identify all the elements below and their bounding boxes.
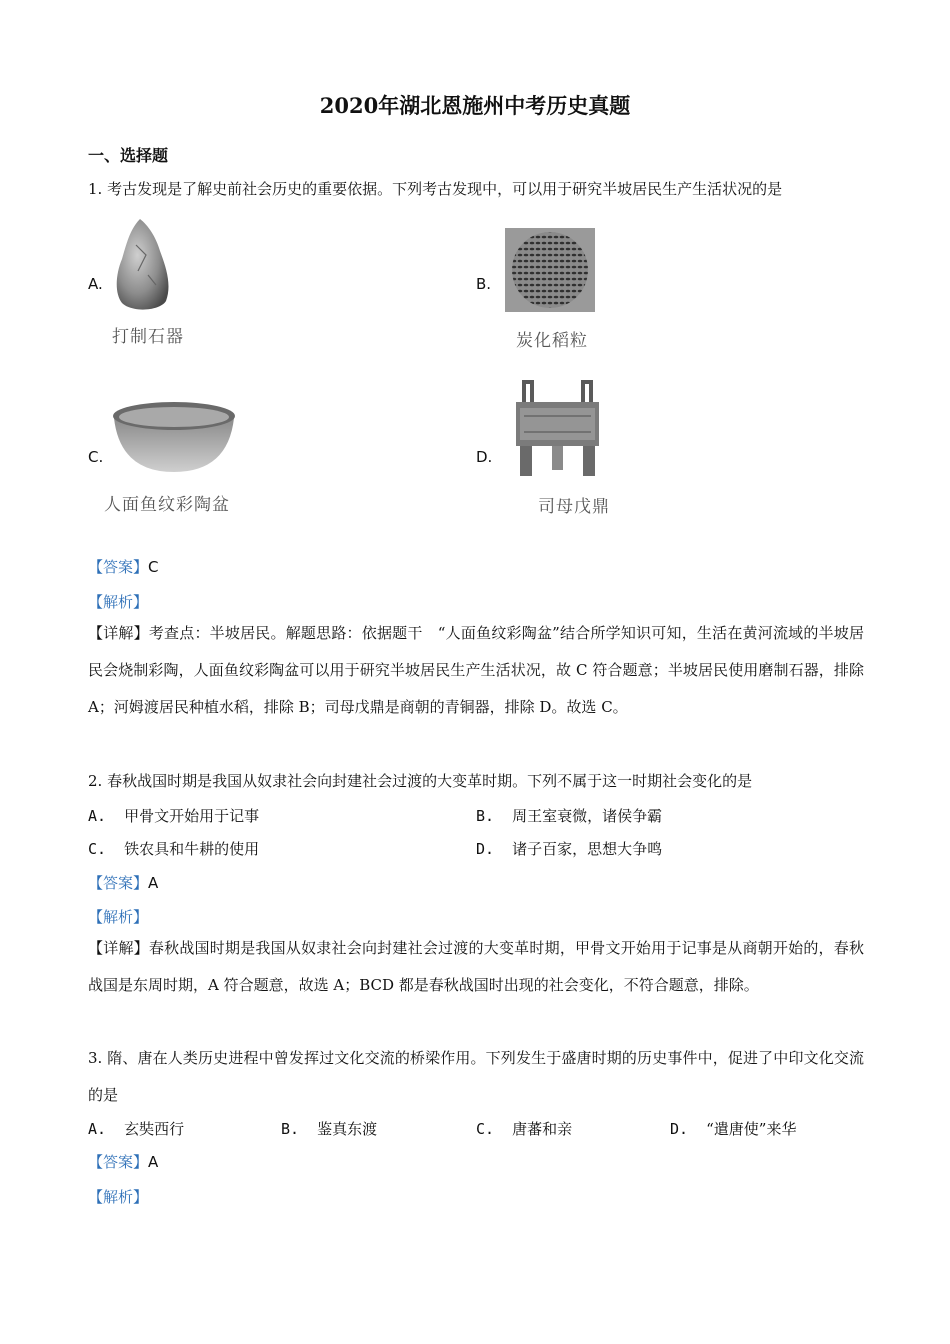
question-2-stem: 2. 春秋战国时期是我国从奴隶社会向封建社会过渡的大变革时期。下列不属于这一时期社会变化的是 (88, 772, 753, 790)
section-heading: 一、选择题 (88, 146, 169, 165)
q3-option-a (88, 1118, 184, 1139)
q2-option-d-text: 诸子百家，思想大争鸣 (512, 840, 663, 858)
question-1-stem: 1. 考古发现是了解史前社会历史的重要依据。下列考古发现中，可以用于研究半坡居民生产生活状况的是 (88, 180, 783, 198)
q1-option-b-letter: B. (476, 275, 492, 293)
q1-option-d-letter: D. (476, 448, 493, 466)
q2-option-d-letter: D. (476, 840, 495, 858)
q3-option-d (670, 1118, 796, 1139)
q2-option-c-letter: C. (88, 840, 107, 858)
q2-detail-text: 春秋战国时期是我国从奴隶社会向封建社会过渡的大变革时期，甲骨文开始用于记事是从商朝开始的，春秋战国是东周时期，A 符合题意，故选 A；BCD 都是春秋战国时出现的社会变化，不符合题意，排除。 (88, 939, 864, 994)
q1-option-c-caption: 人面鱼纹彩陶盆 (104, 495, 230, 515)
q3-option-c-text: 唐蕃和亲 (512, 1120, 573, 1138)
answer-tag: 【答案】 (88, 1153, 149, 1171)
q1-analysis-tag: 【解析】 (88, 593, 149, 611)
detail-tag: 【详解】 (88, 624, 149, 642)
answer-tag: 【答案】 (88, 874, 149, 892)
q3-option-b (281, 1118, 377, 1139)
q1-detail (88, 615, 864, 726)
q2-option-a-letter: A. (88, 807, 107, 825)
q2-option-b-letter: B. (476, 807, 495, 825)
bronze-ding-image (510, 376, 605, 481)
q3-option-a-text: 玄奘西行 (124, 1120, 185, 1138)
q2-detail (88, 930, 864, 1004)
q2-option-a (88, 805, 259, 826)
rice-grains-image (505, 228, 595, 312)
question-3-stem: 3. 隋、唐在人类历史进程中曾发挥过文化交流的桥梁作用。下列发生于盛唐时期的历史事件中，促进了中印文化交流的是 (88, 1049, 864, 1104)
q1-option-a-caption: 打制石器 (112, 327, 184, 347)
q2-option-d (476, 838, 662, 859)
q3-option-b-letter: B. (281, 1120, 300, 1138)
pottery-basin-image (110, 396, 238, 476)
q3-option-b-text: 鉴真东渡 (317, 1120, 378, 1138)
q3-option-a-letter: A. (88, 1120, 107, 1138)
q1-answer-value: C (148, 558, 159, 576)
page-title: 2020年湖北恩施州中考历史真题 (319, 93, 631, 118)
q1-option-d-caption: 司母戊鼎 (538, 497, 610, 517)
q2-option-c-text: 铁农具和牛耕的使用 (124, 840, 260, 858)
q2-answer-line (88, 872, 158, 893)
q1-detail-text: 考查点：半坡居民。解题思路：依据题干 “人面鱼纹彩陶盆”结合所学知识可知，生活在黄河流域的半坡居民会烧制彩陶，人面鱼纹彩陶盆可以用于研究半坡居民生产生活状况，故 C 符合题意；半坡居民使用磨制石器，排除 A；河姆渡居民种植水稻，排除 B；司母戊鼎是商朝的青铜器，排除 D。故选 C。 (88, 624, 864, 716)
q1-option-a-letter: A. (88, 275, 103, 293)
q3-option-d-text: “遣唐使”来华 (706, 1120, 797, 1138)
q1-option-c-letter: C. (88, 448, 104, 466)
q2-analysis-tag: 【解析】 (88, 908, 149, 926)
q2-option-c (88, 838, 259, 859)
q2-answer-value: A (148, 874, 159, 892)
detail-tag: 【详解】 (88, 939, 149, 957)
q2-option-b-text: 周王室衰微，诸侯争霸 (512, 807, 663, 825)
q3-option-d-letter: D. (670, 1120, 689, 1138)
q2-option-b (476, 805, 662, 826)
q3-answer-value: A (148, 1153, 159, 1171)
stone-tool-image (112, 215, 182, 315)
q3-answer-line (88, 1151, 158, 1172)
q3-analysis-tag: 【解析】 (88, 1188, 149, 1206)
q2-option-a-text: 甲骨文开始用于记事 (124, 807, 260, 825)
answer-tag: 【答案】 (88, 558, 149, 576)
q3-option-c-letter: C. (476, 1120, 495, 1138)
q1-option-b-caption: 炭化稻粒 (516, 331, 588, 351)
q1-answer-line (88, 556, 159, 577)
q3-option-c (476, 1118, 572, 1139)
